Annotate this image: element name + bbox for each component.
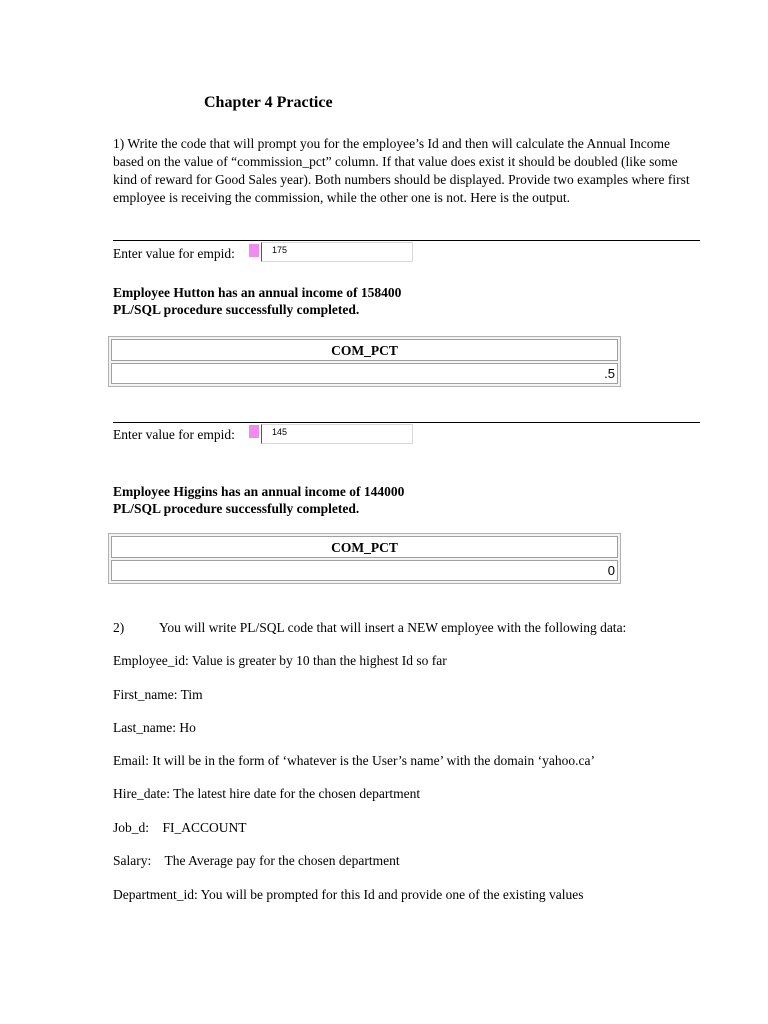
field-last-name: Last_name: Ho [113, 720, 196, 735]
empid-prompt-label: Enter value for empid: [113, 427, 235, 442]
empid-input[interactable]: 175 [261, 242, 413, 262]
field-salary: Salary: The Average pay for the chosen department [113, 853, 400, 868]
chapter-title: Chapter 4 Practice [204, 94, 333, 111]
table-cell: .5 [111, 363, 618, 384]
com-pct-table [108, 336, 621, 387]
field-job-id: Job_d: FI_ACCOUNT [113, 820, 247, 835]
result-text: Employee Hutton has an annual income of 158400 [113, 285, 402, 300]
divider-line [113, 240, 700, 241]
table-cell: 0 [111, 560, 618, 581]
field-department-id: Department_id: You will be prompted for this Id and provide one of the existing values [113, 887, 584, 902]
status-text: PL/SQL procedure successfully completed. [113, 501, 360, 516]
com-pct-table [108, 533, 621, 584]
question-2-number: 2) [113, 620, 125, 635]
table-header: COM_PCT [111, 339, 618, 361]
result-text: Employee Higgins has an annual income of 144000 [113, 484, 405, 499]
cursor-marker-icon [249, 244, 259, 257]
field-first-name: First_name: Tim [113, 687, 203, 702]
question-1-text: 1) Write the code that will prompt you for the employee’s Id and then will calculate the Annual Income based on the value of “commission_pct” column. If that value does exist it should be doubled (like some kind of reward for Good Sales year). Both numbers should be displayed. Provide two examples where first employee is receiving the commission, while the other one is not. Here is the output. [113, 136, 690, 205]
status-text: PL/SQL procedure successfully completed. [113, 302, 360, 317]
field-email: Email: It will be in the form of ‘whatever is the User’s name’ with the domain ‘yahoo.ca’ [113, 753, 595, 768]
cursor-marker-icon [249, 425, 259, 438]
field-hire-date: Hire_date: The latest hire date for the chosen department [113, 786, 421, 801]
divider-line [113, 422, 700, 423]
field-employee-id: Employee_id: Value is greater by 10 than the highest Id so far [113, 653, 447, 668]
empid-input[interactable]: 145 [261, 424, 413, 444]
empid-prompt-label: Enter value for empid: [113, 246, 235, 261]
table-header: COM_PCT [111, 536, 618, 558]
question-2-text: You will write PL/SQL code that will insert a NEW employee with the following data: [159, 620, 627, 635]
